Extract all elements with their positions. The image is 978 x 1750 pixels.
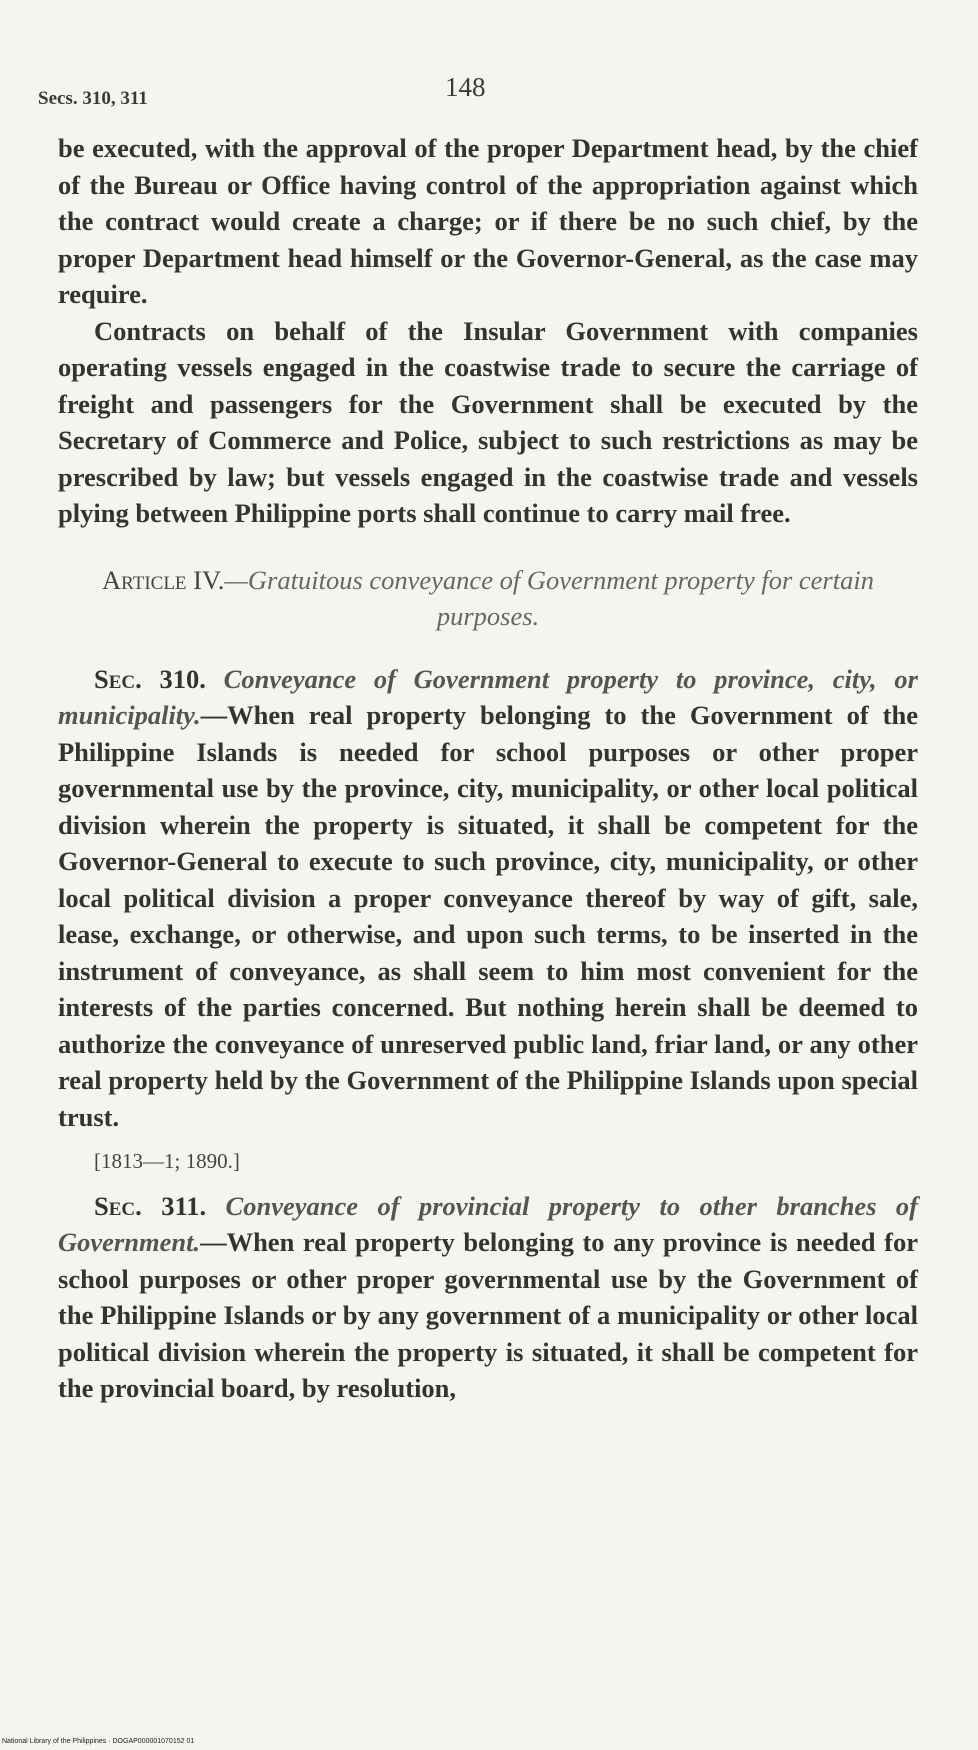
paragraph-continuation: be executed, with the approval of the proper Department head, by the chief of the Bureau or Office having control of the appropriation against which the contract would create a charge; or if there be no such chief, by the proper Department head himself or the Governor-General, as the case may require. xyxy=(58,133,918,309)
archive-footer: National Library of the Philippines · DOGAP000001070152 01 xyxy=(2,1738,195,1745)
section-311-text: —When real property belonging to any province is needed for school purposes or other proper governmental use by the Government of the Philippine Islands or by any government of a municipality or other local political division wherein the property is situated, it shall be competent for the provincial board, by resolution, xyxy=(58,1227,918,1403)
section-range-header: Secs. 310, 311 xyxy=(38,88,148,109)
article-label: Article IV. xyxy=(102,564,225,595)
section-310-text: —When real property belonging to the Government of the Philippine Islands is needed for school purposes or other proper governmental use by the province, city, municipality, or other local political division wherein the property is situated, it shall be competent for the Governor-General to execute to such province, city, municipality, or other local political division a proper conveyance thereof by way of gift, sale, lease, exchange, or otherwise, and upon such terms, to be inserted in the instrument of conveyance, as shall seem to him most convenient for the interests of the parties concerned. But nothing herein shall be deemed to authorize the conveyance of unreserved public land, friar land, or any other real property held by the Government of the Philippine Islands upon special trust. xyxy=(58,700,918,1132)
section-310-citation: [1813—1; 1890.] xyxy=(94,1149,240,1173)
section-311 xyxy=(58,1188,918,1407)
body-text xyxy=(58,130,918,1407)
section-311-title: Conveyance of provincial property to other branches of Government. xyxy=(58,1190,919,1257)
page-number: 148 xyxy=(445,72,486,102)
article-title: —Gratuitous conveyance of Government property for certain purposes. xyxy=(224,564,874,631)
article-heading xyxy=(58,562,918,635)
section-310-label: Sec. 310. xyxy=(94,663,206,694)
paragraph-contracts: Contracts on behalf of the Insular Government with companies operating vessels engaged in the coastwise trade to secure the carriage of freight and passengers for the Government shall be executed by the Secretary of Commerce and Police, subject to such restrictions as may be prescribed by law; but vessels engaged in the coastwise trade and vessels plying between Philippine ports shall continue to carry mail free. xyxy=(58,315,918,528)
section-310 xyxy=(58,661,918,1136)
section-311-label: Sec. 311. xyxy=(94,1190,207,1221)
section-310-title: Conveyance of Government property to province, city, or municipality. xyxy=(58,663,918,730)
